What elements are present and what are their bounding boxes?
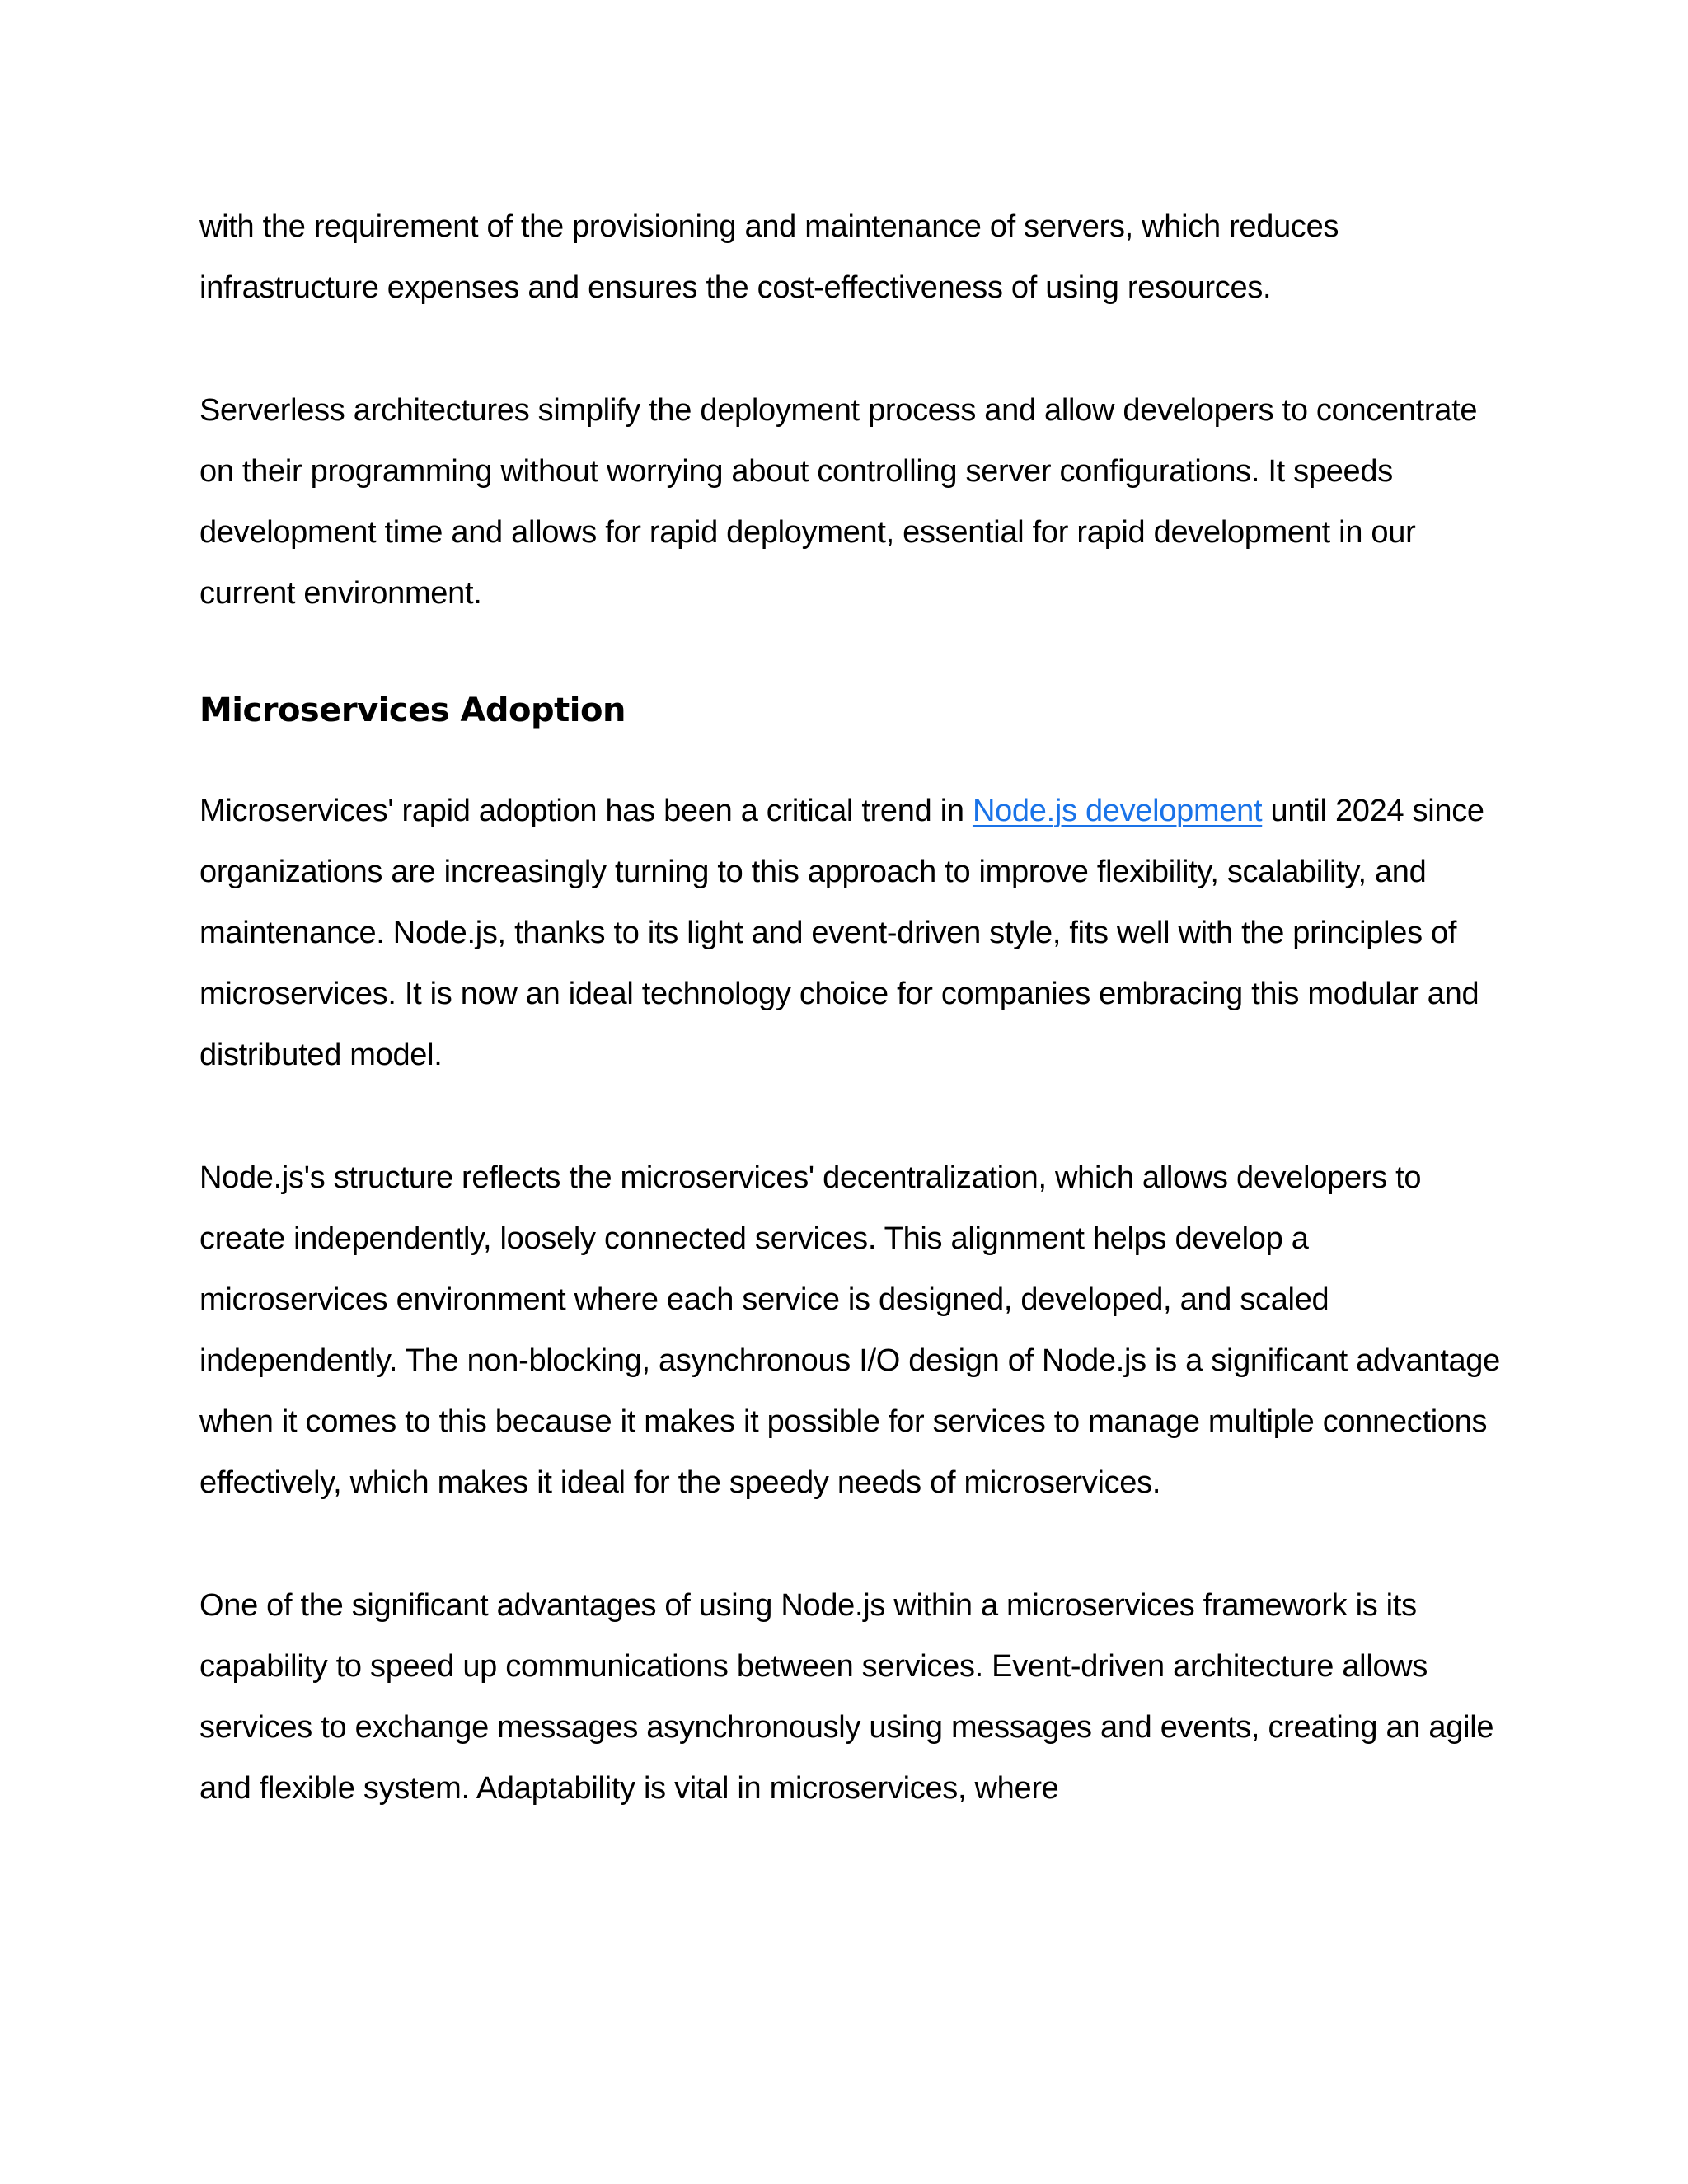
- paragraph-nodejs-structure: Node.js's structure reflects the microservices' decentralization, which allows developers to create independently, loosely connected services. This alignment helps develop a microservices environment where each service is designed, developed, and scaled independently. The non-blocking, asynchronous I/O design of Node.js is a significant advantage when it comes to this because it makes it possible for services to manage multiple connections effectively, which makes it ideal for the speedy needs of microservices.: [199, 1160, 1500, 1500]
- paragraph-text-after-link: until 2024 since organizations are increasingly turning to this approach to improve flexibility, scalability, and maintenance. Node.js, thanks to its light and event-driven style, fits well with the principles of microservices. It is now an ideal technology choice for companies embracing this modular and distributed model.: [199, 794, 1484, 1072]
- section-heading-microservices: Microservices Adoption: [199, 691, 626, 729]
- paragraph-text-before-link: Microservices' rapid adoption has been a critical trend in: [199, 794, 973, 828]
- paragraph-microservices-adoption: [199, 780, 1502, 1085]
- paragraph-nodejs-communications: One of the significant advantages of using Node.js within a microservices framework is its capability to speed up communications between services. Event-driven architecture allows services to exchange messages asynchronously using messages and events, creating an agile and flexible system. Adaptability is vital in microservices, where: [199, 1588, 1494, 1806]
- paragraph-serverless-cost: with the requirement of the provisioning and maintenance of servers, which reduces infrastructure expenses and ensures the cost-effectiveness of using resources.: [199, 209, 1339, 305]
- document-body: [199, 196, 1502, 1881]
- paragraph-serverless-deployment: Serverless architectures simplify the deployment process and allow developers to concentrate on their programming without worrying about controlling server configurations. It speeds development time and allows for rapid deployment, essential for rapid development in our current environment.: [199, 393, 1478, 611]
- nodejs-development-link[interactable]: Node.js development: [972, 794, 1263, 828]
